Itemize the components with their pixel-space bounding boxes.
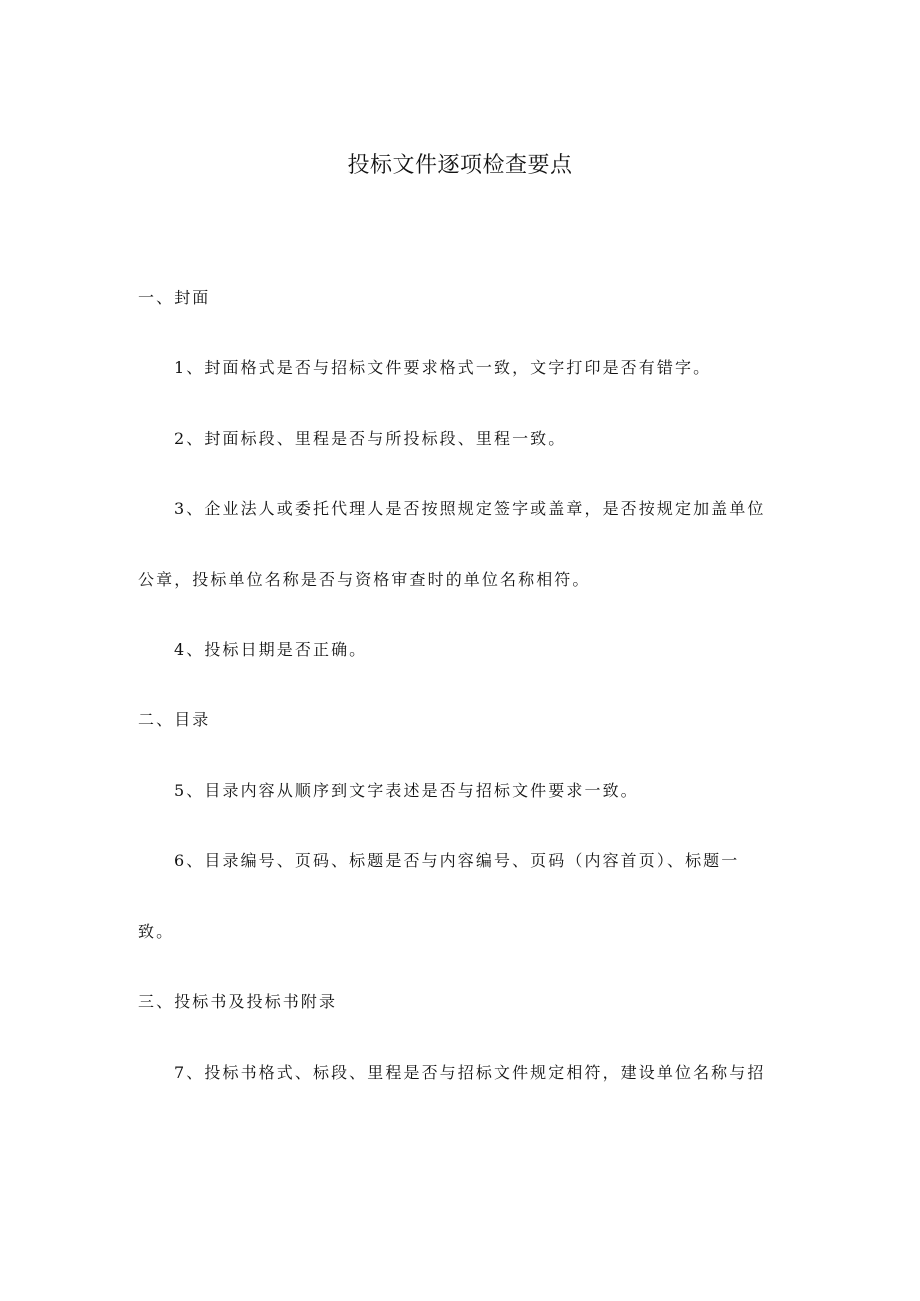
item-7-line-1: 7、投标书格式、标段、里程是否与招标文件规定相符，建设单位名称与招 — [174, 1063, 766, 1082]
item-3-line-2: 公章，投标单位名称是否与资格审查时的单位名称相符。 — [138, 570, 591, 589]
section-heading-toc: 二、目录 — [138, 710, 211, 729]
item-4: 4、投标日期是否正确。 — [174, 640, 368, 659]
item-2: 2、封面标段、里程是否与所投标段、里程一致。 — [174, 429, 567, 448]
section-heading-bid-letter: 三、投标书及投标书附录 — [138, 992, 338, 1011]
item-5: 5、目录内容从顺序到文字表述是否与招标文件要求一致。 — [174, 781, 639, 800]
page-title: 投标文件逐项检查要点 — [347, 153, 573, 178]
item-3-line-1: 3、企业法人或委托代理人是否按照规定签字或盖章，是否按规定加盖单位 — [174, 499, 766, 518]
item-6-line-2: 致。 — [138, 922, 175, 941]
item-1: 1、封面格式是否与招标文件要求格式一致，文字打印是否有错字。 — [174, 358, 712, 377]
item-6-line-1: 6、目录编号、页码、标题是否与内容编号、页码（内容首页）、标题一 — [174, 851, 740, 870]
section-heading-cover: 一、封面 — [138, 288, 211, 307]
